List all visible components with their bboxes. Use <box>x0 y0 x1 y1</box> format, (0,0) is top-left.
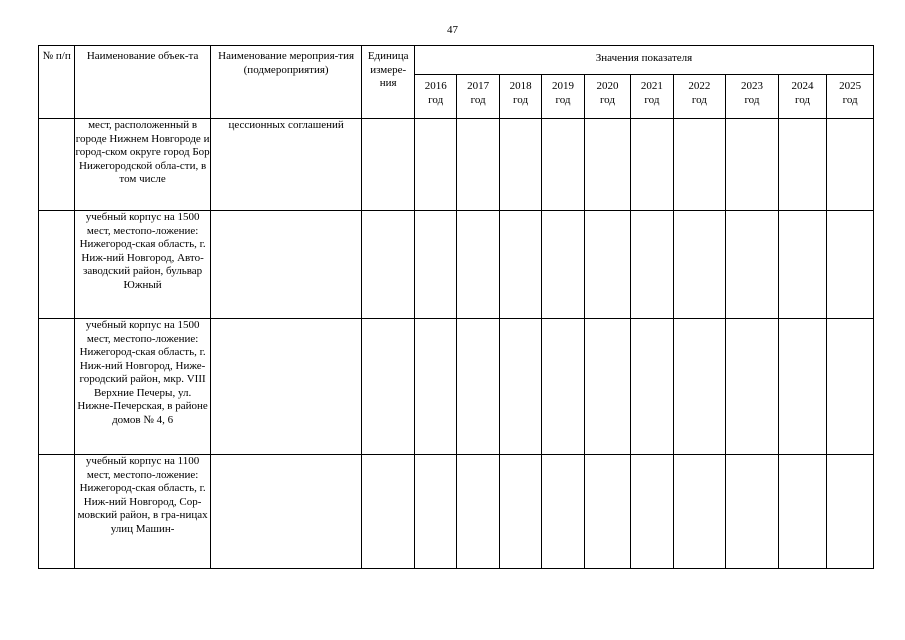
cell-object: учебный корпус на 1100 мест, местопо-ложение: Нижегород-ская область, г. Ниж-ний Новгород, Сор-мовский район, в гра-ницах улиц Машин- <box>75 455 210 569</box>
header-year-suffix: год <box>428 93 444 106</box>
cell-value <box>499 211 541 319</box>
cell-value <box>499 119 541 211</box>
header-year-number: 2023 <box>740 80 763 92</box>
table-row <box>39 119 874 211</box>
header-year-number: 2019 <box>552 80 574 92</box>
header-event: Наименование мероприя-тия (подмероприятия) <box>210 46 362 119</box>
cell-value <box>414 319 456 455</box>
cell-num <box>39 319 75 455</box>
header-year <box>673 75 726 119</box>
header-year <box>414 75 456 119</box>
cell-event <box>210 211 362 319</box>
cell-num <box>39 211 75 319</box>
cell-value <box>673 211 726 319</box>
header-year-suffix: год <box>794 93 810 106</box>
cell-value <box>827 455 874 569</box>
header-num: № п/п <box>39 46 75 119</box>
header-year-suffix: год <box>644 93 660 106</box>
cell-unit <box>362 455 415 569</box>
header-year-suffix: год <box>513 93 529 106</box>
header-year-number: 2022 <box>688 80 711 92</box>
header-year <box>827 75 874 119</box>
cell-value <box>827 319 874 455</box>
cell-value <box>778 119 827 211</box>
header-year-number: 2017 <box>467 80 490 92</box>
cell-value <box>631 455 673 569</box>
cell-event <box>210 319 362 455</box>
indicator-table <box>38 45 874 569</box>
header-year-suffix: год <box>555 93 571 106</box>
cell-value <box>673 455 726 569</box>
header-year <box>584 75 630 119</box>
cell-value <box>673 119 726 211</box>
header-year-suffix: год <box>470 93 486 106</box>
cell-value <box>631 319 673 455</box>
header-year <box>499 75 541 119</box>
cell-value <box>584 119 630 211</box>
table-row <box>39 211 874 319</box>
header-year-suffix: год <box>599 93 615 106</box>
table-header <box>39 46 874 119</box>
cell-value <box>673 319 726 455</box>
cell-value <box>414 211 456 319</box>
cell-object: мест, расположенный в городе Нижнем Новгороде и город-ском округе город Бор Нижегородской обла-сти, в том числе <box>75 119 210 211</box>
table-body <box>39 119 874 569</box>
header-year-suffix: год <box>842 93 858 106</box>
header-year-number: 2018 <box>509 80 532 92</box>
cell-value <box>414 455 456 569</box>
header-object: Наименование объек-та <box>75 46 210 119</box>
cell-value <box>726 211 779 319</box>
cell-value <box>457 211 499 319</box>
cell-value <box>584 319 630 455</box>
cell-value <box>778 319 827 455</box>
cell-value <box>457 319 499 455</box>
cell-event <box>210 455 362 569</box>
cell-value <box>584 211 630 319</box>
table-row <box>39 455 874 569</box>
cell-value <box>542 211 584 319</box>
cell-value <box>457 455 499 569</box>
header-year-number: 2020 <box>596 80 619 92</box>
table-row <box>39 319 874 455</box>
cell-value <box>631 119 673 211</box>
header-year <box>778 75 827 119</box>
cell-num <box>39 119 75 211</box>
header-year <box>726 75 779 119</box>
cell-unit <box>362 119 415 211</box>
cell-value <box>726 119 779 211</box>
cell-value <box>726 319 779 455</box>
header-unit: Единица измере-ния <box>362 46 415 119</box>
header-values: Значения показателя <box>414 46 873 75</box>
cell-value <box>414 119 456 211</box>
header-year-suffix: год <box>691 93 707 106</box>
header-year <box>457 75 499 119</box>
cell-value <box>726 455 779 569</box>
cell-value <box>827 211 874 319</box>
cell-event: цессионных соглашений <box>210 119 362 211</box>
cell-value <box>827 119 874 211</box>
cell-value <box>778 211 827 319</box>
cell-value <box>542 119 584 211</box>
cell-value <box>631 211 673 319</box>
cell-value <box>499 319 541 455</box>
cell-num <box>39 455 75 569</box>
cell-value <box>584 455 630 569</box>
cell-value <box>542 455 584 569</box>
cell-value <box>778 455 827 569</box>
header-year-suffix: год <box>744 93 760 106</box>
header-year-number: 2021 <box>640 80 663 92</box>
cell-value <box>542 319 584 455</box>
cell-object: учебный корпус на 1500 мест, местопо-ложение: Нижегород-ская область, г. Ниж-ний Новгород, Авто-заводский район, бульвар Южный <box>75 211 210 319</box>
header-year-number: 2025 <box>839 80 862 92</box>
cell-object: учебный корпус на 1500 мест, местопо-ложение: Нижегород-ская область, г. Ниж-ний Новгород, Ниже-городский район, мкр. VIII Верхние Печеры, ул. Нижне-Печерская, в районе домов № 4, 6 <box>75 319 210 455</box>
header-year-number: 2016 <box>424 80 447 92</box>
header-year <box>631 75 673 119</box>
cell-unit <box>362 211 415 319</box>
cell-value <box>499 455 541 569</box>
header-year-number: 2024 <box>791 80 814 92</box>
page-number: 47 <box>447 24 458 36</box>
cell-value <box>457 119 499 211</box>
header-year <box>542 75 584 119</box>
cell-unit <box>362 319 415 455</box>
